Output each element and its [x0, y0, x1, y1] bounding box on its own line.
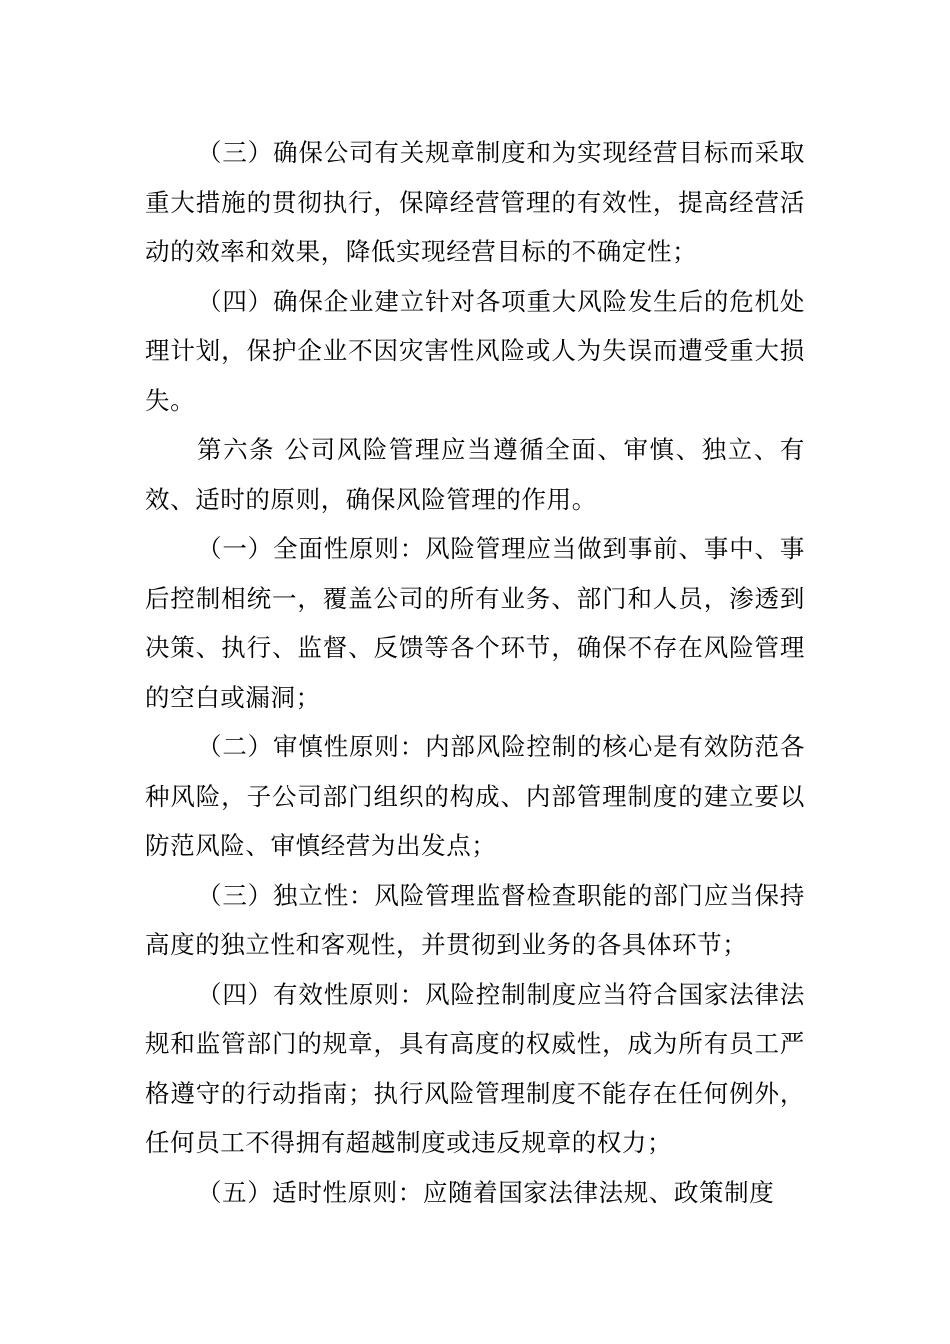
paragraph-principle-1: （一）全面性原则：风险管理应当做到事前、事中、事后控制相统一，覆盖公司的所有业务、部门和人员，渗透到决策、执行、监督、反馈等各个环节，确保不存在风险管理的空白或漏洞； [145, 534, 805, 712]
paragraph-principle-4: （四）有效性原则：风险控制制度应当符合国家法律法规和监管部门的规章，具有高度的权威性，成为所有员工严格遵守的行动指南；执行风险管理制度不能存在任何例外，任何员工不得拥有超越制度或违反规章的权力； [145, 979, 805, 1157]
paragraph-article-6: 第六条 公司风险管理应当遵循全面、审慎、独立、有效、适时的原则，确保风险管理的作用。 [145, 435, 805, 514]
paragraph-principle-5: （五）适时性原则：应随着国家法律法规、政策制度 [197, 1177, 775, 1207]
paragraph-objective-3: （三）确保公司有关规章制度和为实现经营目标而采取重大措施的贯彻执行，保障经营管理的有效性，提高经营活动的效率和效果，降低实现经营目标的不确定性； [145, 138, 805, 266]
paragraph-objective-4: （四）确保企业建立针对各项重大风险发生后的危机处理计划，保护企业不因灾害性风险或人为失误而遭受重大损失。 [145, 286, 805, 415]
document-body [145, 128, 805, 1217]
paragraph-principle-3: （三）独立性：风险管理监督检查职能的部门应当保持高度的独立性和客观性，并贯彻到业务的各具体环节； [145, 880, 805, 959]
paragraph-principle-2: （二）审慎性原则：内部风险控制的核心是有效防范各种风险，子公司部门组织的构成、内部管理制度的建立要以防范风险、审慎经营为出发点； [145, 732, 805, 860]
